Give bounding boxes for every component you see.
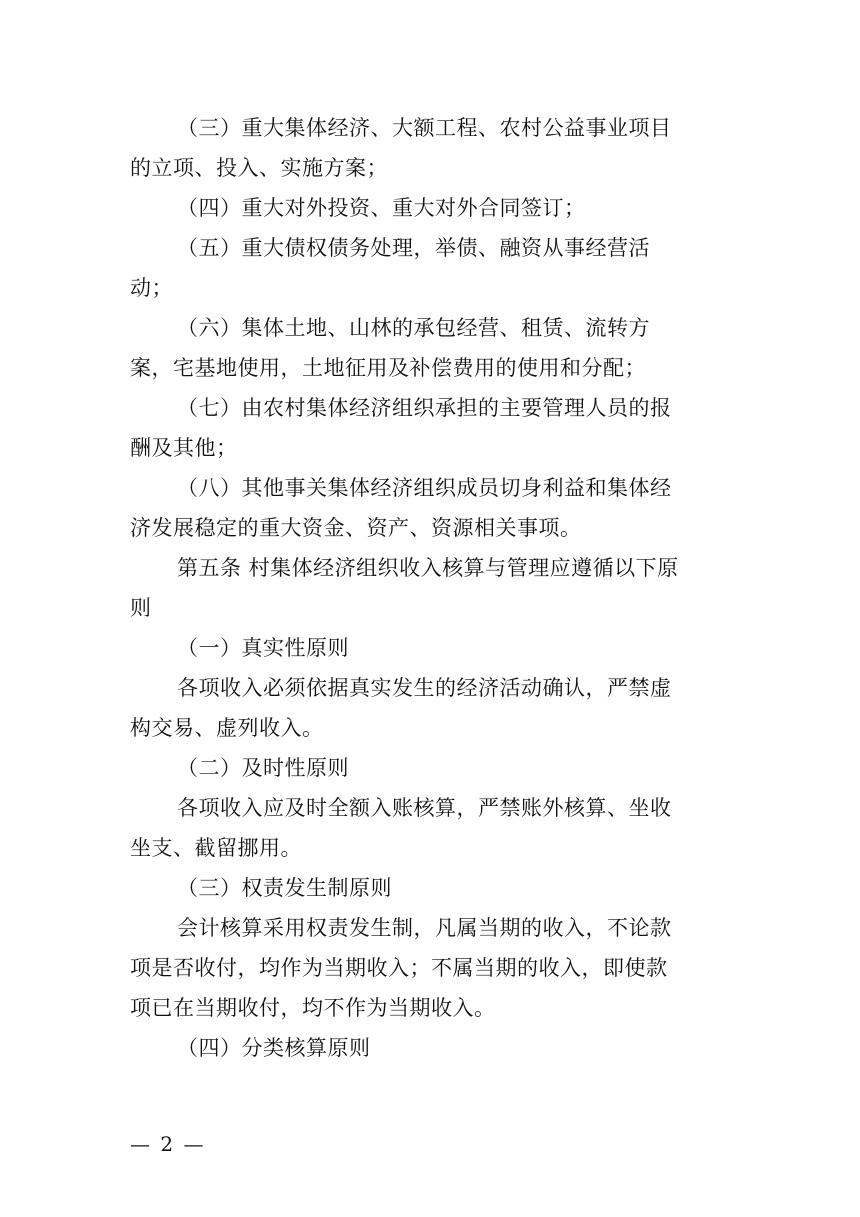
text-line: （七）由农村集体经济组织承担的主要管理人员的报 bbox=[177, 396, 672, 420]
text-line: 各项收入必须依据真实发生的经济活动确认，严禁虚 bbox=[177, 676, 672, 700]
text-line: 济发展稳定的重大资金、资产、资源相关事项。 bbox=[130, 516, 582, 540]
text-line: （三）重大集体经济、大额工程、农村公益事业项目 bbox=[177, 116, 672, 140]
text-line: 的立项、投入、实施方案； bbox=[130, 156, 388, 180]
text-line: 项已在当期收付，均不作为当期收入。 bbox=[130, 996, 496, 1020]
text-line: （四）重大对外投资、重大对外合同签订； bbox=[177, 196, 586, 220]
text-line: 项是否收付，均作为当期收入；不属当期的收入，即使款 bbox=[130, 956, 668, 980]
text-line: 酬及其他； bbox=[130, 436, 238, 460]
text-line: 构交易、虚列收入。 bbox=[130, 716, 324, 740]
text-line: 案，宅基地使用，土地征用及补偿费用的使用和分配； bbox=[130, 356, 646, 380]
section-heading: （二）及时性原则 bbox=[177, 756, 349, 780]
text-line: 动； bbox=[130, 276, 173, 300]
text-line: （五）重大债权债务处理，举债、融资从事经营活 bbox=[177, 236, 650, 260]
text-line: （六）集体土地、山林的承包经营、租赁、流转方 bbox=[177, 316, 650, 340]
section-heading: （三）权责发生制原则 bbox=[177, 876, 392, 900]
text-line: 会计核算采用权责发生制，凡属当期的收入，不论款 bbox=[177, 916, 672, 940]
section-heading: （四）分类核算原则 bbox=[177, 1036, 371, 1060]
text-line: 坐支、截留挪用。 bbox=[130, 836, 302, 860]
text-line: 各项收入应及时全额入账核算，严禁账外核算、坐收 bbox=[177, 796, 672, 820]
article-heading: 第五条 村集体经济组织收入核算与管理应遵循以下原 bbox=[177, 556, 679, 580]
section-heading: （一）真实性原则 bbox=[177, 636, 349, 660]
page-number: — 2 — bbox=[130, 1132, 206, 1156]
text-line: 则 bbox=[130, 596, 152, 620]
text-line: （八）其他事关集体经济组织成员切身利益和集体经 bbox=[177, 476, 672, 500]
